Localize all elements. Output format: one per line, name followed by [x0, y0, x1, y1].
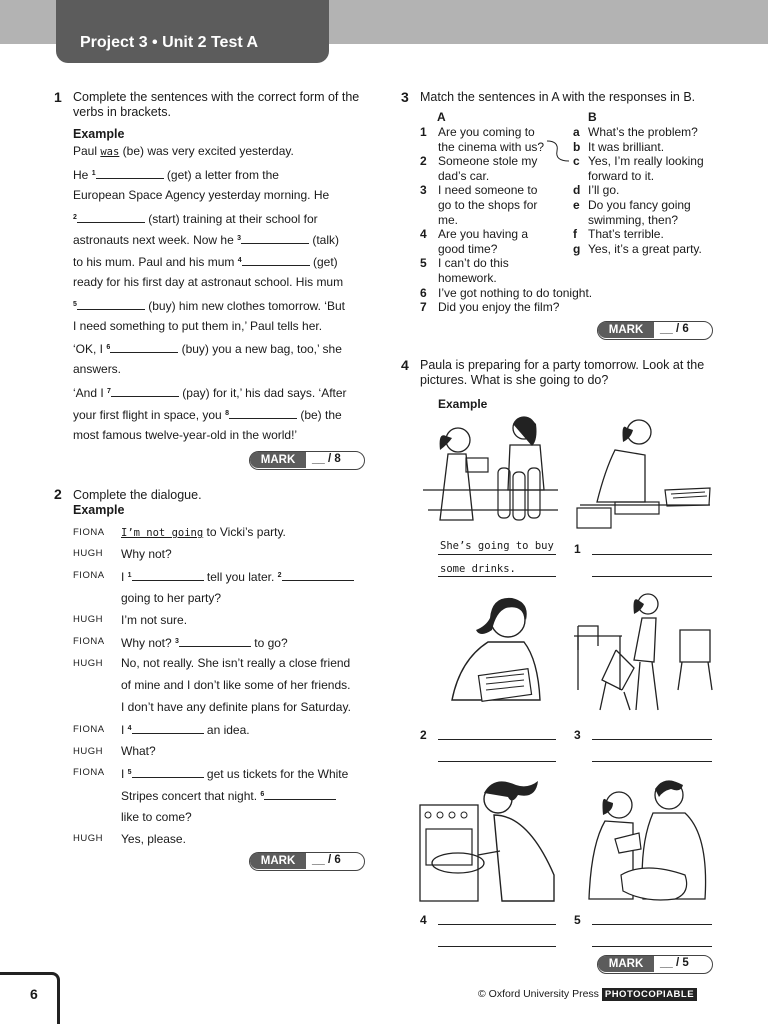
q1-line: [73, 381, 373, 403]
q2-gap-number: 6: [260, 790, 265, 798]
q2-instruction: Complete the dialogue.: [73, 488, 202, 502]
q2-line-text: I: [121, 569, 128, 584]
q1-line: [73, 359, 373, 381]
q1-line: [73, 403, 373, 425]
q2-speaker: FIONA: [73, 570, 105, 582]
q3-a-item-number: 6: [420, 285, 427, 300]
q1-example-pre: Paul: [73, 144, 101, 158]
q2-gap-number: 5: [127, 768, 132, 776]
q1-gap-7[interactable]: [111, 385, 179, 397]
q2-gap-2[interactable]: [282, 569, 354, 581]
q2-mark-score: __ / 6: [312, 854, 341, 866]
q2-example-answer: I’m not going: [121, 527, 204, 539]
q1-example: [73, 144, 294, 160]
q1-line-text: ‘OK, I: [73, 342, 107, 357]
answer-4-line-2[interactable]: [438, 946, 556, 947]
q2-gap-3[interactable]: [179, 635, 251, 647]
q1-gap-4[interactable]: [242, 254, 310, 266]
q2-line-text: going to her party?: [121, 590, 222, 605]
q3-b-item-text: swimming, then?: [588, 212, 679, 227]
publisher-text: © Oxford University Press: [478, 988, 599, 1000]
answer-2-line-1[interactable]: [438, 739, 556, 740]
q1-gap-number: 7: [107, 387, 111, 395]
q1-gap-number: 4: [237, 257, 242, 265]
q3-a-item-text: dad’s car.: [438, 168, 490, 183]
answer-3-line-2[interactable]: [592, 761, 712, 762]
q3-a-item-text: I can’t do this: [438, 256, 509, 271]
q1-gap-number: 2: [73, 213, 77, 221]
picture-example-shopping: [418, 410, 560, 535]
q2-line: [121, 635, 288, 650]
picture-5-number: 5: [574, 913, 581, 927]
q2-line-text: I: [121, 766, 128, 781]
photocopiable-badge: PHOTOCOPIABLE: [602, 988, 697, 1001]
q2-line-text: to Vicki’s party.: [203, 525, 286, 539]
q3-b-item-number: a: [573, 125, 580, 139]
title-tab: [56, 0, 329, 63]
q2-speaker: HUGH: [73, 614, 103, 626]
q2-line-text: Stripes concert that night.: [121, 788, 261, 803]
q2-gap-number: 1: [127, 571, 132, 579]
q4-mark-label: MARK: [598, 956, 654, 972]
q3-a-item-text: Are you having a: [438, 227, 529, 242]
q1-line: [73, 272, 373, 294]
q3-b-item-number: e: [573, 198, 580, 212]
q2-line: [121, 547, 172, 561]
q1-line-text: European Space Agency yesterday morning. He: [73, 187, 330, 202]
q1-example-post: (be) was very excited yesterday.: [119, 144, 294, 158]
q2-speaker: HUGH: [73, 833, 103, 845]
q1-line-text: (pay) for it,’ his dad says. ‘After: [178, 385, 347, 400]
q1-line: [73, 185, 373, 207]
q1-mark-score: __ / 8: [312, 453, 341, 465]
q1-line-text: (talk): [309, 233, 339, 248]
q3-a-item-number: 7: [420, 300, 427, 315]
q3-mark-label: MARK: [598, 322, 654, 338]
answer-1-line-2[interactable]: [592, 576, 712, 577]
q2-line: [121, 700, 351, 714]
q3-b-item-text: That’s terrible.: [588, 227, 664, 242]
q2-gap-4[interactable]: [132, 722, 204, 734]
q1-line: [73, 294, 373, 316]
q2-speaker: FIONA: [73, 526, 105, 538]
q2-line-text: of mine and I don’t like some of her friends.: [121, 678, 351, 693]
q2-speaker: HUGH: [73, 548, 103, 560]
answer-3-line-1[interactable]: [592, 739, 712, 740]
page-title: Project 3 • Unit 2 Test A: [80, 34, 259, 51]
q2-gap-6[interactable]: [264, 788, 336, 800]
q1-line-text: (buy) you a new bag, too,’ she: [178, 342, 342, 357]
q1-line: [73, 316, 373, 338]
q3-a-item-text: Someone stole my: [438, 154, 538, 169]
q3-number: 3: [401, 89, 409, 105]
q2-line: [121, 569, 354, 584]
q2-line: [121, 525, 286, 539]
picture-3-chairs: [572, 590, 717, 715]
q1-line: [73, 207, 373, 229]
q3-b-item-text: What’s the problem?: [588, 125, 698, 139]
q1-instruction: Complete the sentences with the correct form of the verbs in brackets.: [73, 90, 360, 119]
q2-line: [121, 788, 336, 803]
q2-line: [121, 722, 250, 737]
q1-gap-number: 3: [237, 235, 241, 243]
footer-copyright: [478, 988, 697, 1000]
q2-line: [121, 744, 156, 758]
q1-line-text: (start) training at their school for: [144, 211, 318, 226]
q2-speaker: HUGH: [73, 657, 103, 669]
q3-b-item-number: c: [573, 154, 580, 169]
picture-4-number: 4: [420, 913, 427, 927]
q1-line-text: your first flight in space, you: [73, 407, 226, 422]
q3-mark-box: [597, 321, 713, 340]
q1-gap-1[interactable]: [96, 167, 164, 179]
q4-example-answer-2: some drinks.: [440, 563, 516, 575]
q4-example-line-2: [438, 576, 556, 577]
picture-2-invitations: [440, 590, 550, 715]
picture-4-pizza: [418, 775, 558, 905]
q1-gap-number: 6: [106, 344, 111, 352]
picture-2-number: 2: [420, 728, 427, 742]
q1-mark-label: MARK: [250, 452, 306, 468]
answer-5-line-2[interactable]: [592, 946, 712, 947]
q3-col-b: B: [588, 110, 597, 124]
q1-line-text: (get): [309, 255, 338, 270]
q4-example-line-1: [438, 554, 556, 555]
q3-a-item-text: me.: [438, 212, 459, 227]
q2-line-text: Why not?: [121, 546, 172, 561]
q2-line-text: No, not really. She isn’t really a close friend: [121, 656, 351, 671]
q3-b-item-number: f: [573, 227, 577, 242]
q2-line-text: I’m not sure.: [121, 612, 188, 627]
q1-line-text: ready for his first day at astronaut school. His mum: [73, 274, 344, 289]
picture-1-sandwiches: [575, 410, 715, 535]
answer-2-line-2[interactable]: [438, 761, 556, 762]
q2-line-text: Why not?: [121, 635, 176, 650]
q3-a-item-text: Did you enjoy the film?: [438, 300, 560, 315]
q2-line-text: What?: [121, 744, 156, 758]
q3-b-item-number: d: [573, 183, 581, 198]
q1-gap-5[interactable]: [77, 298, 145, 310]
q3-a-item-text: go to the shops for: [438, 198, 538, 212]
q1-gap-number: 8: [225, 409, 229, 417]
q2-line: [121, 678, 350, 692]
q1-line-text: I need something to put them in,’ Paul tells her.: [73, 318, 323, 333]
q2-speaker: HUGH: [73, 745, 103, 757]
q3-a-item-number: 5: [420, 256, 427, 271]
q1-line: [73, 250, 373, 272]
q1-gap-2[interactable]: [77, 211, 145, 223]
q3-a-item-text: Are you coming to: [438, 125, 535, 139]
q1-line-text: answers.: [73, 362, 122, 377]
q1-line: [73, 228, 373, 250]
answer-5-line-1[interactable]: [592, 924, 712, 925]
q2-line: [121, 613, 187, 627]
q1-line-text: astronauts next week. Now he: [73, 233, 238, 248]
q2-line: [121, 766, 348, 781]
q1-gap-8[interactable]: [229, 407, 297, 419]
q2-speaker: FIONA: [73, 636, 105, 647]
q3-a-item-text: the cinema with us?: [438, 139, 545, 154]
q3-a-item-number: 1: [420, 125, 427, 139]
q3-a-item-text: I’ve got nothing to do tonight.: [438, 285, 593, 300]
q2-line-text: to go?: [250, 635, 288, 650]
q1-line-text: to his mum. Paul and his mum: [73, 255, 238, 270]
q2-gap-number: 4: [127, 725, 132, 733]
q2-line-text: tell you later.: [203, 569, 278, 584]
q2-line-text: Yes, please.: [121, 831, 186, 846]
q3-a-item-number: 2: [420, 154, 427, 169]
q1-gap-6[interactable]: [110, 341, 178, 353]
q3-col-a: A: [437, 110, 446, 124]
q2-line-text: an idea.: [203, 723, 250, 738]
q3-b-item-text: I’ll go.: [588, 183, 620, 198]
q3-a-item-number: 4: [420, 227, 427, 242]
q3-a-item-text: I need someone to: [438, 183, 538, 198]
q2-line: [121, 591, 221, 605]
q1-line-text: He: [73, 168, 92, 182]
q2-line-text: get us tickets for the White: [203, 766, 349, 781]
q1-line: [73, 163, 373, 185]
q1-mark-box: [249, 451, 365, 470]
q3-b-item-text: Do you fancy going: [588, 198, 691, 212]
q1-line-text: (be) the: [296, 407, 342, 422]
answer-1-line-1[interactable]: [592, 554, 712, 555]
answer-4-line-1[interactable]: [438, 924, 556, 925]
q3-b-item-text: Yes, I’m really looking: [588, 154, 704, 169]
q4-example-answer-1: She’s going to buy: [440, 540, 554, 552]
q2-line: [121, 810, 192, 824]
q3-b-item-text: forward to it.: [588, 168, 655, 183]
q3-b-item-number: b: [573, 139, 581, 154]
page-number: 6: [30, 986, 38, 1002]
q4-number: 4: [401, 357, 409, 373]
q3-b-item-number: g: [573, 241, 581, 256]
q2-line: [121, 656, 350, 670]
picture-5-present: [575, 775, 715, 905]
q4-mark-box: [597, 955, 713, 974]
q1-text-block: [73, 163, 373, 446]
q1-gap-number: 1: [91, 170, 96, 177]
q1-line: [73, 425, 373, 447]
q1-line-text: (get) a letter from the: [163, 168, 279, 182]
q4-example-label: Example: [438, 397, 488, 411]
q4-instruction: Paula is preparing for a party tomorrow. Look at the pictures. What is she going to do?: [420, 358, 705, 387]
q1-gap-number: 5: [73, 300, 77, 308]
q1-line-text: ‘And I: [73, 385, 108, 400]
q2-line-text: like to come?: [121, 809, 192, 824]
q1-line: [73, 337, 373, 359]
q3-b-item-text: It was brilliant.: [588, 139, 665, 154]
q3-mark-score: __ / 6: [660, 323, 689, 335]
q1-line-text: (buy) him new clothes tomorrow. ‘But: [144, 298, 345, 313]
q2-line-text: I: [121, 723, 128, 738]
picture-1-number: 1: [574, 542, 581, 556]
q3-a-item-number: 3: [420, 183, 427, 198]
q3-a-item-text: homework.: [438, 271, 497, 285]
q1-example-label: Example: [73, 127, 125, 141]
q2-gap-1[interactable]: [132, 569, 204, 581]
q2-gap-number: 2: [277, 571, 282, 579]
q2-gap-5[interactable]: [132, 766, 204, 778]
q2-mark-label: MARK: [250, 853, 306, 869]
q2-speaker: FIONA: [73, 767, 105, 779]
picture-3-number: 3: [574, 728, 581, 742]
q1-example-answer: was: [100, 146, 120, 158]
q2-line-text: I don’t have any definite plans for Saturday.: [121, 700, 351, 715]
q3-instruction: Match the sentences in A with the responses in B.: [420, 90, 696, 104]
q2-line: [121, 832, 186, 846]
q2-mark-box: [249, 852, 365, 871]
q2-example-label: Example: [73, 503, 125, 517]
q1-gap-3[interactable]: [241, 232, 309, 244]
q4-mark-score: __ / 5: [660, 957, 689, 969]
q3-b-item-text: Yes, it’s a great party.: [588, 241, 702, 256]
q1-number: 1: [54, 89, 62, 105]
q2-gap-number: 3: [175, 637, 179, 645]
q2-number: 2: [54, 486, 62, 502]
q2-speaker: FIONA: [73, 723, 105, 735]
q3-example-connector: [545, 139, 575, 165]
q3-a-item-text: good time?: [438, 241, 498, 256]
q1-line-text: most famous twelve-year-old in the world!’: [73, 427, 298, 442]
